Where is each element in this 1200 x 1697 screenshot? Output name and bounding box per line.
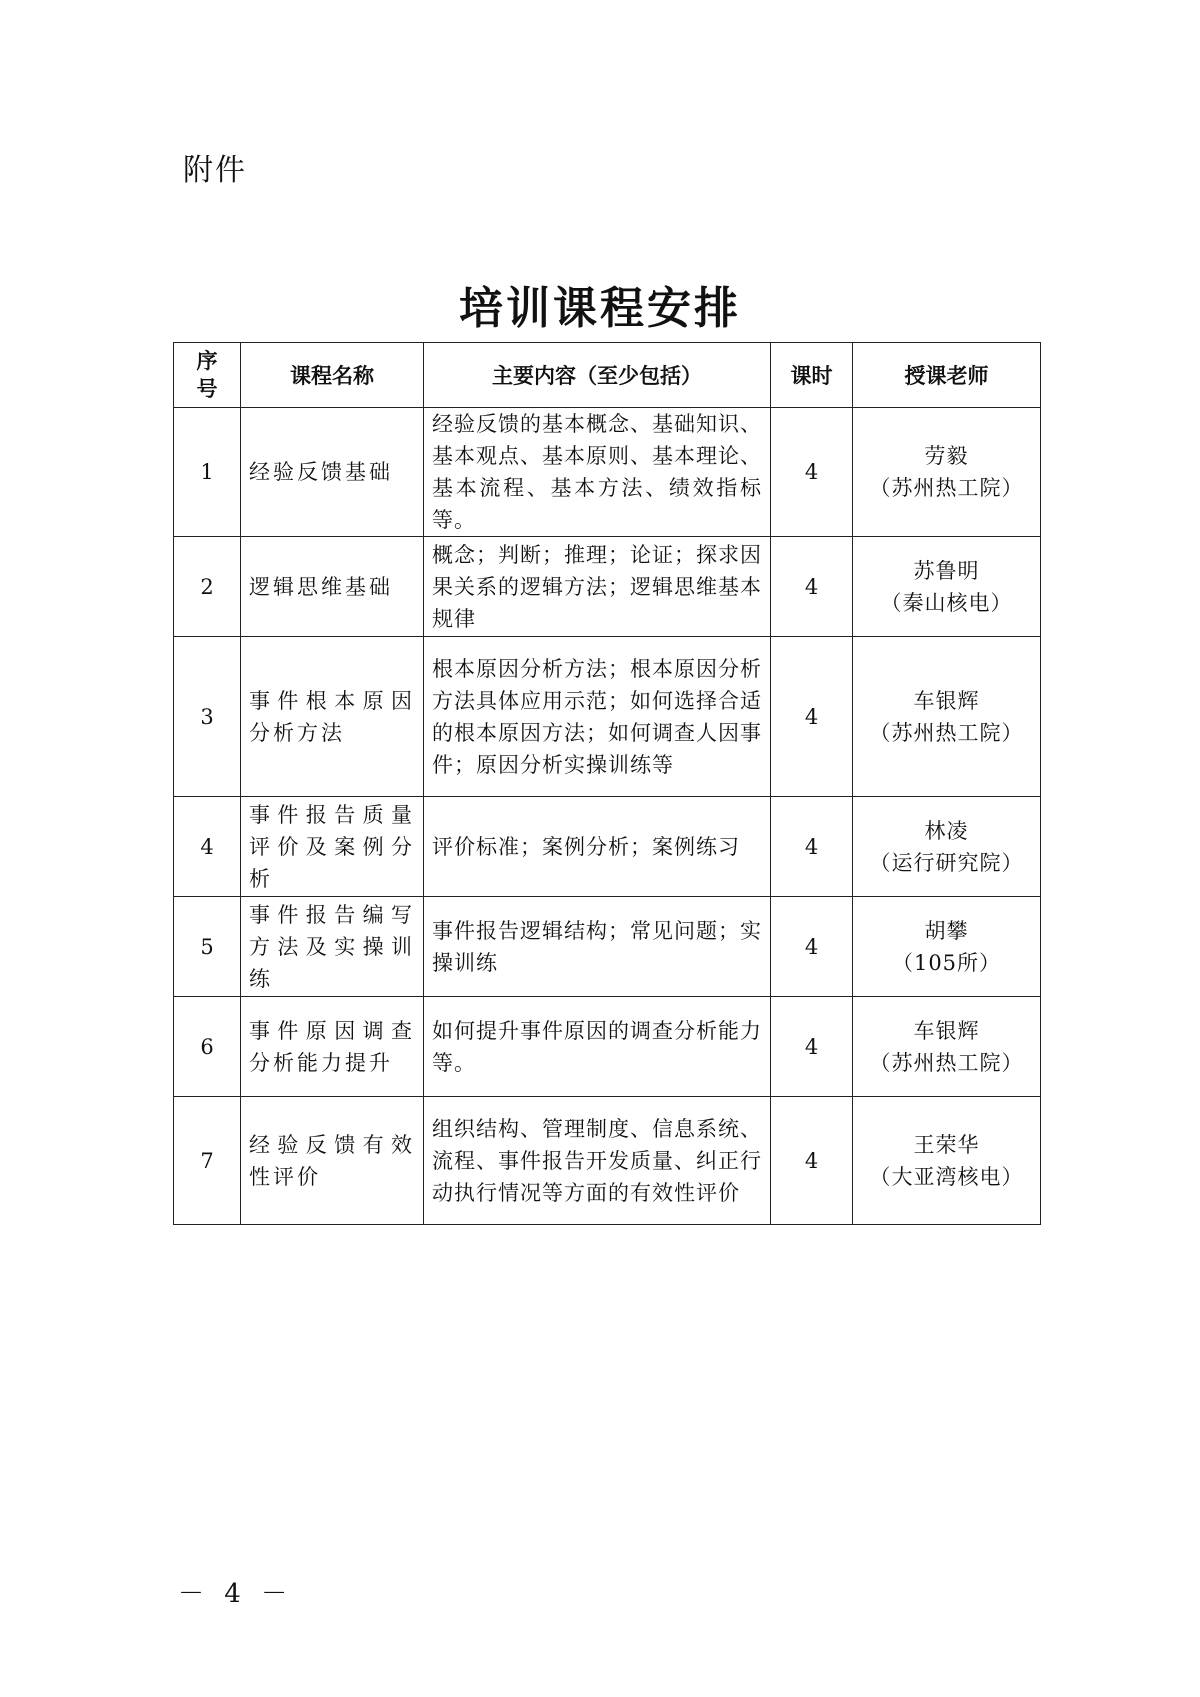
header-seq	[174, 343, 241, 408]
row-teacher	[853, 797, 1041, 897]
table-row	[174, 797, 1041, 897]
teacher-org: （苏州热工院）	[869, 1050, 1024, 1075]
teacher-org: （苏州热工院）	[869, 720, 1024, 745]
row-teacher	[853, 537, 1041, 637]
header-content: 主要内容（至少包括）	[424, 343, 771, 408]
teacher-name: 林凌	[924, 818, 969, 843]
teacher-org: （苏州热工院）	[869, 476, 1024, 500]
row-teacher	[853, 997, 1041, 1097]
row-seq: 2	[174, 537, 241, 637]
attachment-label: 附件	[183, 153, 247, 188]
teacher-name: 车银辉	[913, 688, 980, 713]
header-seq-line2: 号	[196, 377, 218, 401]
table-row	[174, 408, 1041, 537]
row-content: 组织结构、管理制度、信息系统、流程、事件报告开发质量、纠正行动执行情况等方面的有效性评价	[424, 1097, 771, 1225]
row-seq: 5	[174, 897, 241, 997]
row-seq: 4	[174, 797, 241, 897]
row-course-name: 事件原因调查分析能力提升	[241, 997, 424, 1097]
row-teacher	[853, 1097, 1041, 1225]
table-row	[174, 1097, 1041, 1225]
row-teacher	[853, 897, 1041, 997]
row-course-name: 经验反馈基础	[241, 408, 424, 537]
row-content: 概念；判断；推理；论证；探求因果关系的逻辑方法；逻辑思维基本规律	[424, 537, 771, 637]
row-content: 根本原因分析方法；根本原因分析方法具体应用示范；如何选择合适的根本原因方法；如何调查人因事件；原因分析实操训练等	[424, 637, 771, 797]
header-course-name: 课程名称	[241, 343, 424, 408]
row-teacher	[853, 408, 1041, 537]
row-hours: 4	[771, 797, 853, 897]
table-header-row	[174, 343, 1041, 408]
row-content: 评价标准；案例分析；案例练习	[424, 797, 771, 897]
teacher-name: 胡攀	[924, 918, 969, 943]
header-hours: 课时	[771, 343, 853, 408]
table-row	[174, 997, 1041, 1097]
teacher-org: （运行研究院）	[869, 850, 1024, 875]
page-title: 培训课程安排	[459, 283, 741, 334]
course-schedule-table	[173, 342, 1041, 1225]
row-teacher	[853, 637, 1041, 797]
teacher-name: 苏鲁明	[913, 558, 980, 583]
teacher-org: （大亚湾核电）	[869, 1164, 1024, 1189]
row-hours: 4	[771, 537, 853, 637]
teacher-name: 王荣华	[913, 1132, 980, 1157]
teacher-name: 车银辉	[913, 1018, 980, 1043]
row-seq: 1	[174, 408, 241, 537]
teacher-org: （105所）	[891, 950, 1002, 975]
row-seq: 6	[174, 997, 241, 1097]
row-content: 如何提升事件原因的调查分析能力等。	[424, 997, 771, 1097]
row-course-name: 事件报告质量评价及案例分析	[241, 797, 424, 897]
table-row	[174, 897, 1041, 997]
row-seq: 3	[174, 637, 241, 797]
header-teacher: 授课老师	[853, 343, 1041, 408]
table-row	[174, 537, 1041, 637]
row-hours: 4	[771, 1097, 853, 1225]
row-content: 经验反馈的基本概念、基础知识、基本观点、基本原则、基本理论、基本流程、基本方法、绩效指标等。	[424, 408, 771, 537]
row-course-name: 事件报告编写方法及实操训练	[241, 897, 424, 997]
table-row	[174, 637, 1041, 797]
row-hours: 4	[771, 408, 853, 537]
row-course-name: 逻辑思维基础	[241, 537, 424, 637]
row-hours: 4	[771, 637, 853, 797]
row-course-name: 事件根本原因分析方法	[241, 637, 424, 797]
row-seq: 7	[174, 1097, 241, 1225]
teacher-org: （秦山核电）	[880, 590, 1013, 615]
page-number: － 4 －	[178, 1579, 294, 1609]
header-seq-line1: 序	[196, 349, 218, 373]
row-hours: 4	[771, 897, 853, 997]
row-course-name: 经验反馈有效性评价	[241, 1097, 424, 1225]
row-hours: 4	[771, 997, 853, 1097]
teacher-name: 劳毅	[924, 444, 969, 468]
row-content: 事件报告逻辑结构；常见问题；实操训练	[424, 897, 771, 997]
